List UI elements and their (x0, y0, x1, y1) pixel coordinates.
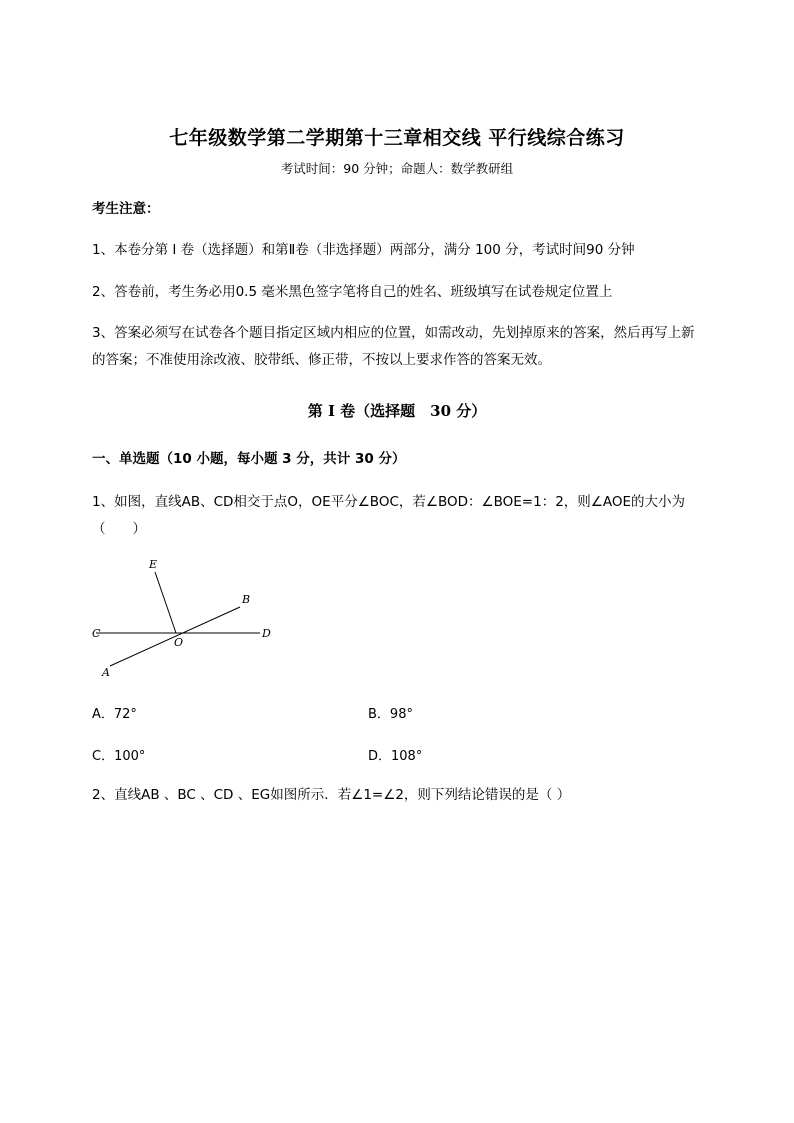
section-title: 第 I 卷（选择题 30 分） (307, 402, 487, 420)
question-1-text: 1、如图，直线AB、CD相交于点O，OE平分∠BOC，若∠BOD：∠BOE=1：2，则∠AOE的大小为（ ） (92, 494, 686, 537)
label-o: O (174, 636, 184, 649)
label-a: A (102, 666, 110, 679)
exam-subtitle: 考试时间：90 分钟；命题人：数学教研组 (280, 161, 514, 176)
question-1-option-c[interactable]: C．100° (92, 749, 146, 764)
notice-item-1: 1、本卷分第 I 卷（选择题）和第Ⅱ卷（非选择题）两部分，满分 100 分，考试时间90 分钟 (92, 242, 635, 258)
question-2-text: 2、直线AB 、BC 、CD 、EG如图所示．若∠1=∠2，则下列结论错误的是（ ） (92, 787, 571, 803)
label-c: C (92, 627, 101, 640)
label-e: E (149, 558, 158, 571)
question-1-figure (88, 552, 288, 682)
part-heading: 一、单选题（10 小题，每小题 3 分，共计 30 分） (92, 451, 406, 467)
question-1-option-b[interactable]: B．98° (368, 707, 413, 722)
notice-item-2: 2、答卷前，考生务必用0.5 毫米黑色签字笔将自己的姓名、班级填写在试卷规定位置上 (92, 284, 613, 300)
question-1-option-a[interactable]: A．72° (92, 707, 137, 722)
notice-item-3: 3、答案必须写在试卷各个题目指定区域内相应的位置，如需改动，先划掉原来的答案，然后再写上新的答案；不准使用涂改液、胶带纸、修正带，不按以上要求作答的答案无效。 (92, 325, 695, 368)
label-d: D (262, 627, 271, 640)
notice-heading: 考生注意： (92, 201, 160, 217)
label-b: B (242, 593, 251, 606)
question-1-option-d[interactable]: D．108° (368, 749, 423, 764)
ray-oe (155, 572, 176, 633)
exam-title: 七年级数学第二学期第十三章相交线 平行线综合练习 (169, 127, 625, 149)
